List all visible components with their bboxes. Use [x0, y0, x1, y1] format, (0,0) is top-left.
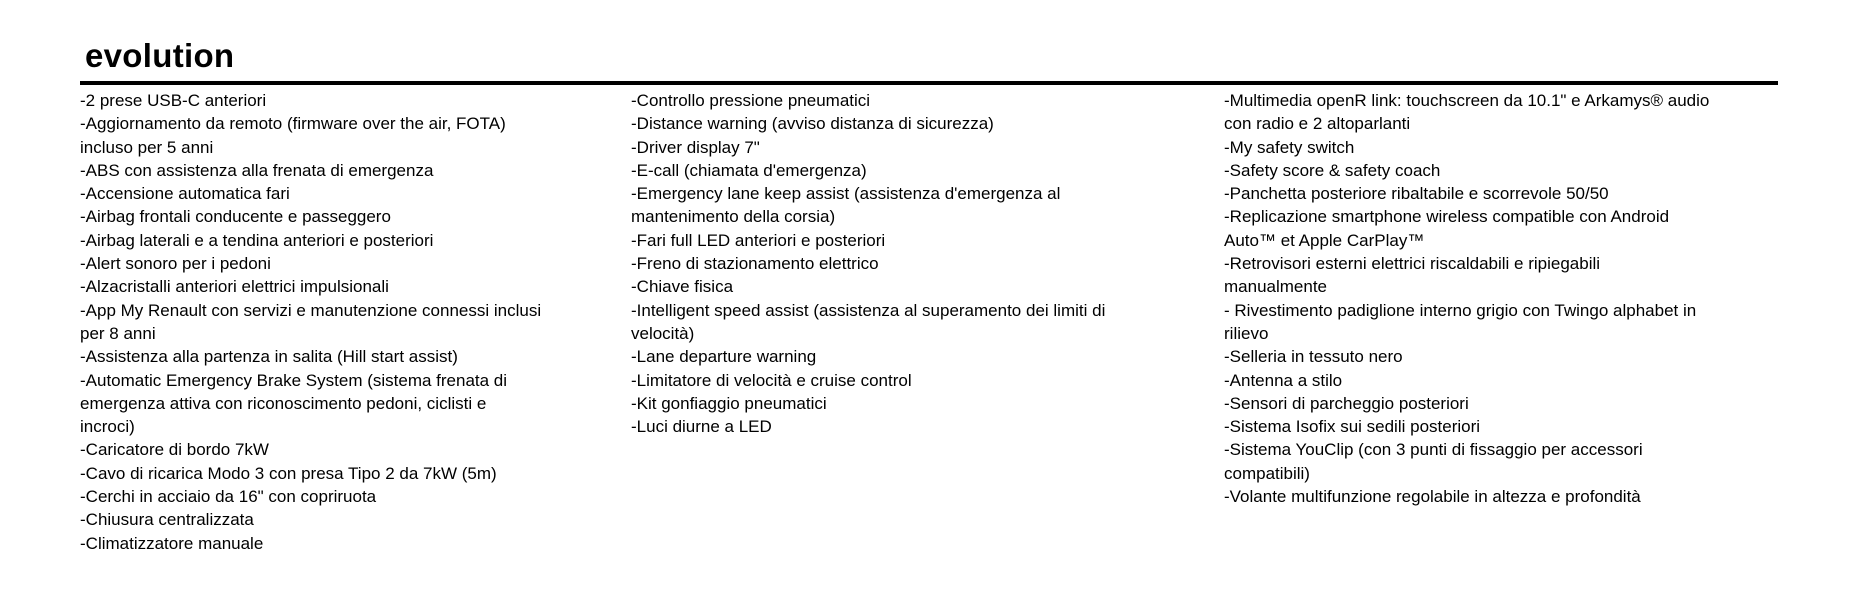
equipment-line: -Controllo pressione pneumatici — [631, 91, 871, 110]
equipment-column-1 — [80, 89, 541, 555]
equipment-line: - Rivestimento padiglione interno grigio con Twingo alphabet in — [1224, 300, 1697, 320]
equipment-line: -Cerchi in acciaio da 16" con copriruota — [80, 487, 377, 507]
equipment-line: -Intelligent speed assist (assistenza al superamento dei limiti di — [631, 300, 1106, 320]
page-title: evolution — [85, 37, 235, 74]
equipment-column-2 — [631, 89, 1105, 438]
equipment-line: con radio e 2 altoparlanti — [1224, 114, 1411, 134]
equipment-line: -Accensione automatica fari — [80, 184, 290, 204]
equipment-line: -Alzacristalli anteriori elettrici impulsionali — [80, 277, 389, 297]
equipment-line: -Luci diurne a LED — [631, 417, 772, 437]
equipment-line: -Lane departure warning — [631, 347, 817, 367]
title-divider — [80, 81, 1778, 85]
equipment-line: -Sensori di parcheggio posteriori — [1224, 393, 1469, 413]
equipment-line: -Automatic Emergency Brake System (sistema frenata di — [80, 370, 508, 390]
equipment-line: incroci) — [80, 417, 135, 437]
equipment-line: -Airbag laterali e a tendina anteriori e posteriori — [80, 230, 434, 250]
equipment-line: manualmente — [1224, 277, 1328, 297]
equipment-line: per 8 anni — [80, 323, 156, 343]
equipment-line: -Panchetta posteriore ribaltabile e scorrevole 50/50 — [1224, 184, 1609, 204]
equipment-line: -2 prese USB-C anteriori — [80, 91, 267, 110]
equipment-line: -Multimedia openR link: touchscreen da 10.1" e Arkamys® audio — [1224, 91, 1710, 110]
equipment-line: -Limitatore di velocità e cruise control — [631, 370, 912, 390]
equipment-line: Auto™ et Apple CarPlay™ — [1224, 230, 1425, 250]
equipment-line: -Cavo di ricarica Modo 3 con presa Tipo 2 da 7kW (5m) — [80, 463, 497, 483]
equipment-line: -Safety score & safety coach — [1224, 160, 1441, 180]
equipment-line: -Volante multifunzione regolabile in altezza e profondità — [1224, 487, 1641, 507]
equipment-line: -Sistema Isofix sui sedili posteriori — [1224, 417, 1481, 437]
equipment-line: incluso per 5 anni — [80, 137, 214, 157]
equipment-line: -Climatizzatore manuale — [80, 533, 264, 553]
equipment-line: -Chiusura centralizzata — [80, 510, 254, 530]
equipment-line: -Airbag frontali conducente e passeggero — [80, 207, 391, 227]
equipment-line: -Distance warning (avviso distanza di sicurezza) — [631, 114, 994, 134]
equipment-line: -Sistema YouClip (con 3 punti di fissaggio per accessori — [1224, 440, 1643, 460]
equipment-line: -Caricatore di bordo 7kW — [80, 440, 269, 460]
equipment-line: -Kit gonfiaggio pneumatici — [631, 393, 827, 413]
equipment-line: -Assistenza alla partenza in salita (Hill start assist) — [80, 347, 458, 367]
equipment-line: -Fari full LED anteriori e posteriori — [631, 230, 886, 250]
equipment-line: -Antenna a stilo — [1224, 370, 1343, 390]
equipment-line: mantenimento della corsia) — [631, 207, 836, 227]
equipment-line: -Replicazione smartphone wireless compatible con Android — [1224, 207, 1670, 227]
equipment-line: compatibili) — [1224, 463, 1310, 483]
equipment-line: velocità) — [631, 323, 695, 343]
equipment-line: -E-call (chiamata d'emergenza) — [631, 160, 867, 180]
equipment-line: -Aggiornamento da remoto (firmware over the air, FOTA) — [80, 114, 506, 134]
equipment-line: -Freno di stazionamento elettrico — [631, 254, 879, 274]
equipment-column-3 — [1224, 89, 1709, 508]
equipment-line: -Emergency lane keep assist (assistenza d'emergenza al — [631, 184, 1061, 204]
equipment-line: -Alert sonoro per i pedoni — [80, 254, 271, 274]
equipment-line: -Retrovisori esterni elettrici riscaldabili e ripiegabili — [1224, 254, 1601, 274]
equipment-line: -ABS con assistenza alla frenata di emergenza — [80, 160, 434, 180]
equipment-line: -App My Renault con servizi e manutenzione connessi inclusi — [80, 300, 542, 320]
equipment-line: -My safety switch — [1224, 137, 1355, 157]
equipment-line: -Chiave fisica — [631, 277, 734, 297]
equipment-line: rilievo — [1224, 323, 1269, 343]
equipment-line: -Selleria in tessuto nero — [1224, 347, 1403, 367]
equipment-line: emergenza attiva con riconoscimento pedoni, ciclisti e — [80, 393, 487, 413]
equipment-line: -Driver display 7" — [631, 137, 760, 157]
